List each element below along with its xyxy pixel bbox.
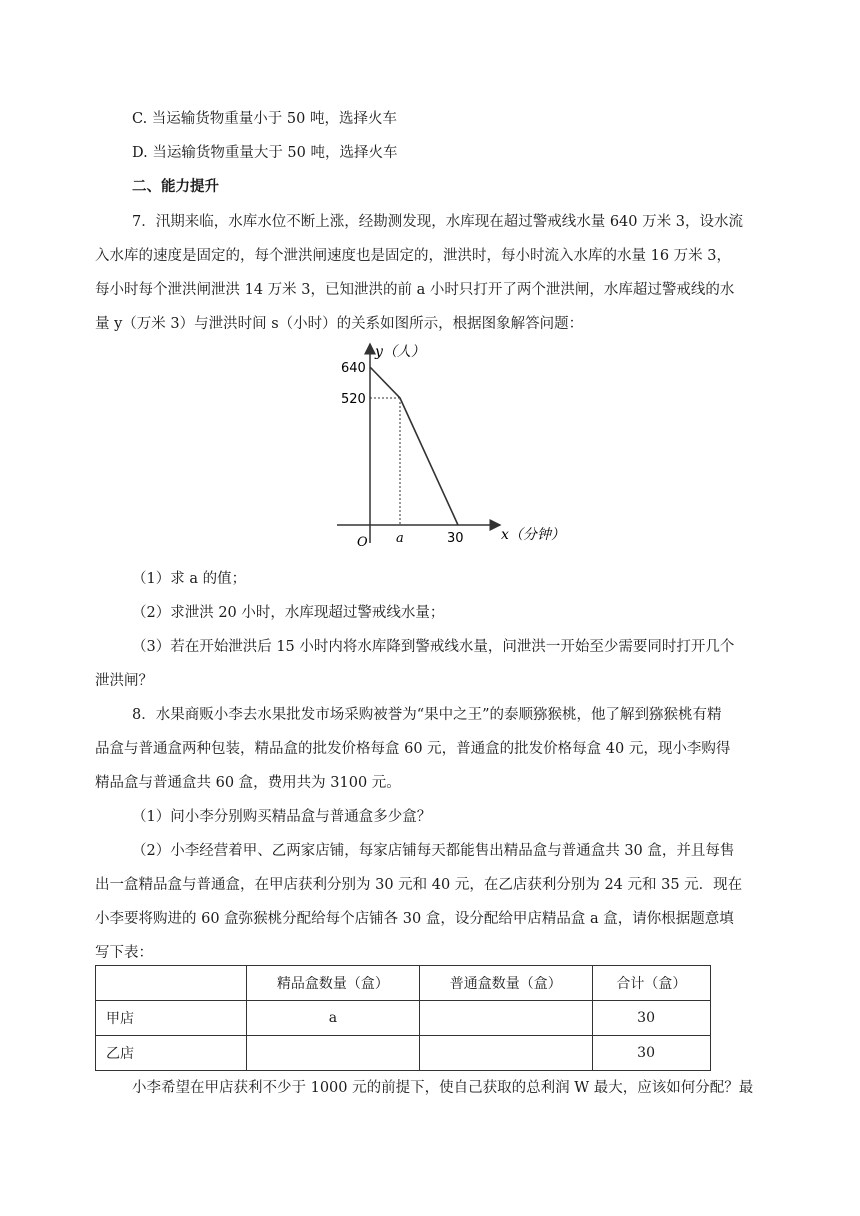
table-header-row [96,966,711,1001]
q8-text-2: 品盒与普通盒两种包装，精品盒的批发价格每盒 60 元，普通盒的批发价格每盒 40 元，现小李购得 [95,741,731,757]
y-tick-640: 640 [341,361,366,376]
q7-text-2: 入水库的速度是固定的，每个泄洪闸速度也是固定的，泄洪时，每小时流入水库的水量 16 万米 3， [95,248,731,264]
option-d: D. 当运输货物重量大于 50 吨，选择火车 [132,145,398,161]
q8-sub-1: （1）问小李分别购买精品盒与普通盒多少盒？ [132,809,432,825]
x-axis-label: x（分钟） [501,527,565,543]
q7-text-3: 每小时每个泄洪闸泄洪 14 万米 3，已知泄洪的前 a 小时只打开了两个泄洪闸，水库超过警戒线的水 [95,282,735,298]
q7-text-1: 7．汛期来临，水库水位不断上涨，经勘测发现，水库现在超过警戒线水量 640 万米 3，设水流 [132,214,743,230]
distribution-table [95,965,711,1071]
q7-sub-1: （1）求 a 的值； [132,571,247,587]
table-cell: 乙店 [96,1036,247,1071]
table-cell: 甲店 [96,1001,247,1036]
option-c: C. 当运输货物重量小于 50 吨，选择火车 [132,111,397,127]
table-row [96,1036,711,1071]
y-axis-label: y（人） [375,344,425,360]
table-cell [419,1001,592,1036]
series-line [370,367,458,525]
q8-text-1: 8．水果商贩小李去水果批发市场采购被誉为“果中之王”的泰顺猕猴桃，他了解到猕猴桃有精 [132,707,722,723]
x-tick-a: a [396,531,404,546]
q7-line-graph [335,338,565,550]
q7-text-4: 量 y（万米 3）与泄洪时间 s（小时）的关系如图所示，根据图象解答问题： [95,316,584,332]
origin-label: O [357,535,368,550]
table-cell: a [247,1001,420,1036]
table-cell: 30 [592,1036,710,1071]
q8-sub-2d: 写下表： [95,945,153,961]
q8-sub-2a: （2）小李经营着甲、乙两家店铺，每家店铺每天都能售出精品盒与普通盒共 30 盒，并且每售 [132,843,735,859]
table-row [96,1001,711,1036]
table-header-cell: 合计（盒） [592,966,710,1001]
table-header-cell [96,966,247,1001]
x-tick-30: 30 [447,531,464,546]
q8-text-3: 精品盒与普通盒共 60 盒，费用共为 3100 元。 [95,775,401,791]
q8-last-line: 小李希望在甲店获利不少于 1000 元的前提下，使自己获取的总利润 W 最大，应该如何分配？最 [132,1080,754,1096]
q8-sub-2b: 出一盒精品盒与普通盒，在甲店获利分别为 30 元和 40 元，在乙店获利分别为 24 元和 35 元．现在 [95,877,743,893]
y-tick-520: 520 [341,392,366,407]
q7-sub-3b: 泄洪闸？ [95,673,153,689]
table-cell [247,1036,420,1071]
q7-sub-2: （2）求泄洪 20 小时，水库现超过警戒线水量； [132,605,445,621]
table-header-cell: 精品盒数量（盒） [247,966,420,1001]
section-title: 二、能力提升 [132,179,219,195]
table-cell [419,1036,592,1071]
table-cell: 30 [592,1001,710,1036]
q7-sub-3a: （3）若在开始泄洪后 15 小时内将水库降到警戒线水量，问泄洪一开始至少需要同时打开几个 [132,639,735,655]
q8-sub-2c: 小李要将购进的 60 盒弥猴桃分配给每个店铺各 30 盒，设分配给甲店精品盒 a 盒，请你根据题意填 [95,911,734,927]
table-header-cell: 普通盒数量（盒） [419,966,592,1001]
